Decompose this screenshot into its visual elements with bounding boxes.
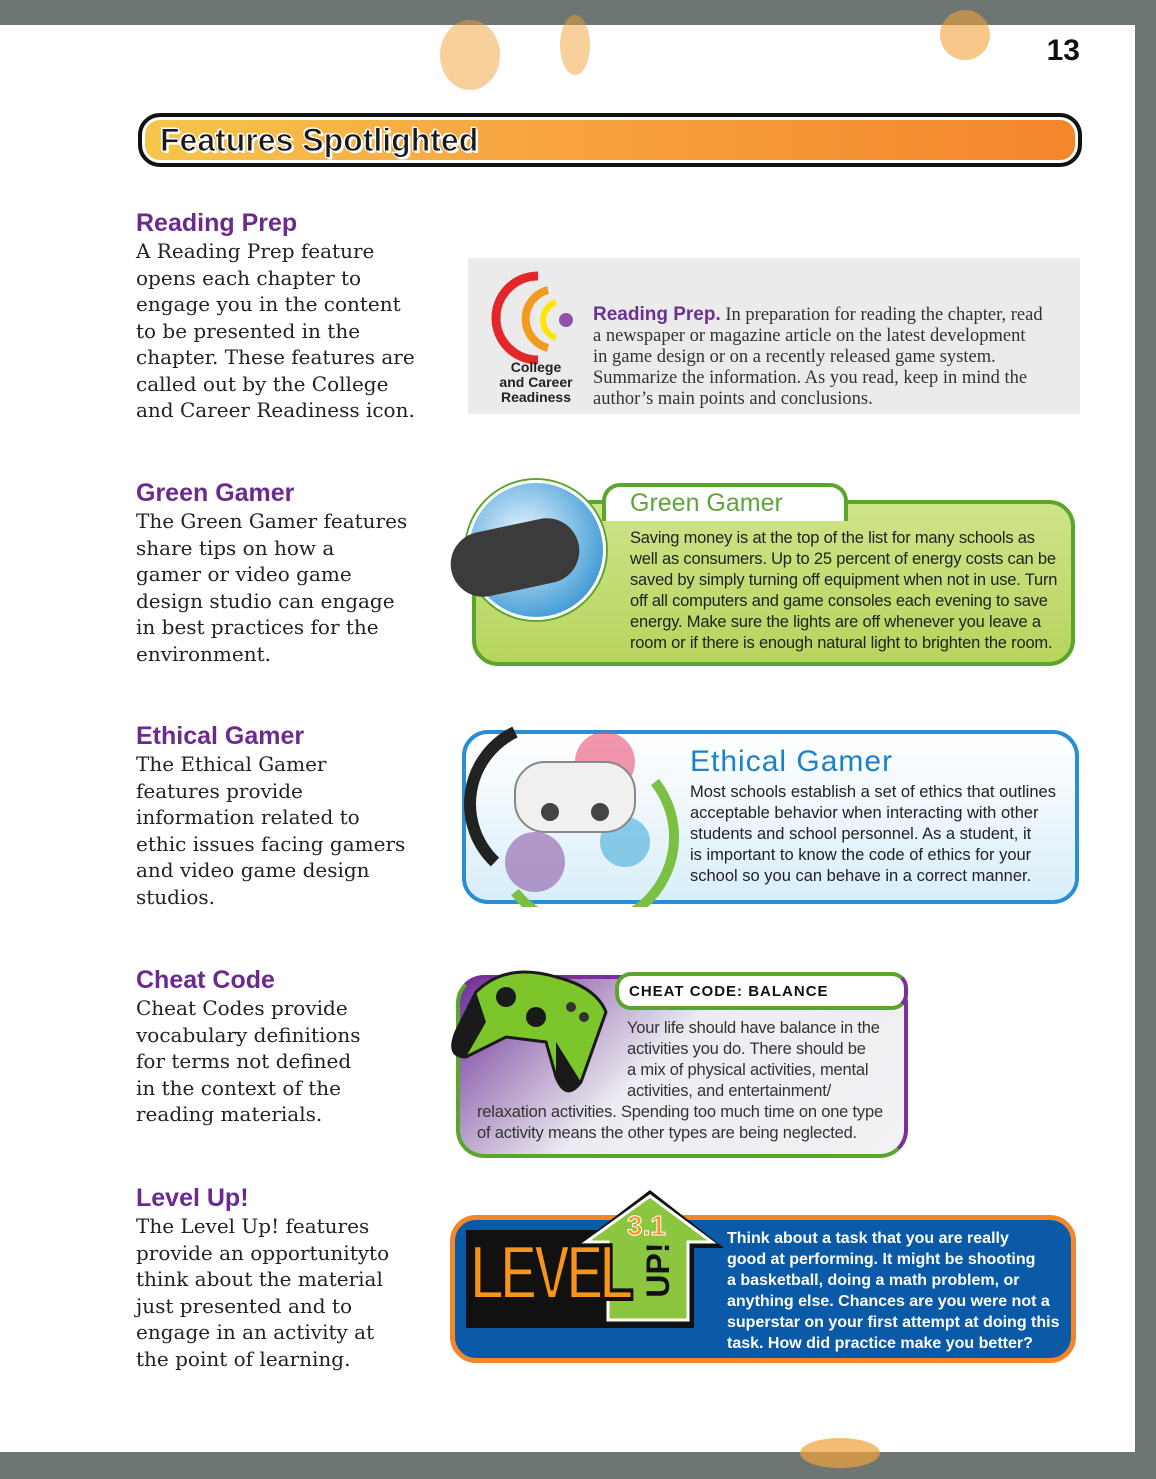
ethical-gamer-text: [690, 782, 1056, 887]
text-line: features provide: [136, 778, 303, 803]
cheat-code-text: [477, 1018, 883, 1144]
text-line: vocabulary definitions: [136, 1022, 361, 1047]
text-line: for terms not defined: [136, 1049, 352, 1073]
text-line: think about the material: [136, 1267, 383, 1291]
section-banner: [138, 113, 1082, 167]
reading-prep-example: [468, 258, 1080, 414]
text-line: in best practices for the: [136, 615, 379, 639]
section-body: [136, 1213, 426, 1372]
text-line: share tips on how a: [136, 535, 335, 560]
text-line: is important to know the code of ethics for your: [690, 846, 1032, 864]
section-ethical-gamer: [136, 721, 426, 910]
text-line: just presented and to: [136, 1293, 352, 1318]
text-line: opens each chapter to: [136, 265, 362, 290]
text-line: room or if there is enough natural light to brighten the room.: [630, 634, 1053, 652]
text-line: A Reading Prep feature: [136, 239, 375, 263]
section-heading: Level Up!: [136, 1184, 249, 1212]
section-body: [136, 751, 426, 910]
text-line: called out by the College: [136, 371, 389, 396]
green-gamer-title: Green Gamer: [630, 489, 783, 517]
level-up-number: 3.1: [627, 1210, 666, 1241]
text-line: activities you do. There should be: [627, 1040, 866, 1058]
text-line: to be presented in the: [136, 318, 361, 343]
text-line: The Green Gamer features: [136, 509, 408, 533]
section-body: [136, 238, 426, 424]
college-career-readiness-icon: [490, 268, 580, 368]
text-line: well as consumers. Up to 25 percent of energy costs can be: [630, 550, 1056, 568]
text-line: Readiness: [500, 389, 572, 405]
section-heading: Cheat Code: [136, 966, 275, 994]
text-line: and video game design: [136, 858, 370, 882]
section-level-up: [136, 1183, 426, 1372]
icon-label: [486, 360, 586, 405]
section-heading: Reading Prep: [136, 209, 298, 237]
page-number: 13: [1046, 34, 1080, 67]
text-line: Your life should have balance in the: [627, 1019, 880, 1037]
text-line: a newspaper or magazine article on the latest development: [593, 326, 1026, 346]
text-line: ethic issues facing gamers: [136, 831, 406, 856]
section-heading: Green Gamer: [136, 479, 295, 507]
text-line: Think about a task that you are really: [727, 1230, 1009, 1247]
text-line: superstar on your first attempt at doing this: [727, 1314, 1060, 1331]
section-green-gamer: [136, 478, 426, 667]
text-line: activities, and entertainment/: [627, 1082, 832, 1100]
text-line: In preparation for reading the chapter, read: [720, 305, 1043, 325]
text-line: The Ethical Gamer: [136, 752, 327, 776]
text-line: the point of learning.: [136, 1346, 351, 1371]
text-line: off all computers and game consoles each evening to save: [630, 592, 1048, 610]
section-body: [136, 508, 426, 667]
level-up-logo-level: LEVEL: [470, 1228, 630, 1316]
level-up-logo-up: UP!: [640, 1242, 676, 1298]
text-line: author’s main points and conclusions.: [593, 389, 873, 409]
lead-text: Reading Prep.: [593, 304, 721, 325]
section-reading-prep: [136, 208, 426, 424]
text-line: of activity means the other types are being neglected.: [477, 1124, 857, 1142]
text-line: a basketball, doing a math problem, or: [727, 1272, 1020, 1289]
text-line: students and school personnel. As a student, it: [690, 825, 1032, 843]
text-line: gamer or video game: [136, 562, 352, 586]
paint-splatter: [800, 1438, 880, 1468]
page-frame-bottom: [0, 1452, 1156, 1479]
text-line: The Level Up! features: [136, 1214, 370, 1238]
ethical-gamer-title: Ethical Gamer: [690, 745, 894, 778]
text-line: good at performing. It might be shooting: [727, 1251, 1036, 1268]
text-line: in game design or on a recently released game system.: [593, 347, 996, 367]
text-line: studios.: [136, 884, 216, 909]
text-line: energy. Make sure the lights are off whenever you leave a: [630, 613, 1041, 631]
text-line: and Career Readiness icon.: [136, 398, 415, 422]
text-line: design studio can engage: [136, 588, 395, 613]
text-line: Summarize the information. As you read, keep in mind the: [593, 368, 1028, 388]
text-line: reading materials.: [136, 1102, 323, 1126]
text-line: provide an opportunityto: [136, 1240, 390, 1265]
text-line: and Career: [499, 374, 573, 390]
text-line: relaxation activities. Spending too much time on one type: [477, 1103, 883, 1121]
text-line: acceptable behavior when interacting with other: [690, 804, 1039, 822]
text-line: environment.: [136, 641, 271, 666]
section-heading: Ethical Gamer: [136, 722, 305, 750]
cheat-code-title: CHEAT CODE: BALANCE: [629, 983, 829, 1000]
text-line: Cheat Codes provide: [136, 996, 348, 1020]
level-up-text: [727, 1228, 1059, 1354]
text-line: task. How did practice make you better?: [727, 1335, 1033, 1352]
text-line: a mix of physical activities, mental: [627, 1061, 869, 1079]
reading-prep-text: [593, 304, 1043, 410]
text-line: engage in an activity at: [136, 1320, 375, 1344]
text-line: school so you can behave in a correct manner.: [690, 867, 1032, 885]
text-line: Saving money is at the top of the list for many schools as: [630, 529, 1035, 547]
text-line: College: [510, 359, 562, 375]
section-cheat-code: [136, 965, 426, 1128]
text-line: engage you in the content: [136, 292, 401, 316]
ethical-gamer-controller-art: [455, 722, 685, 907]
paint-splatter: [440, 20, 500, 90]
text-line: information related to: [136, 805, 360, 829]
paint-splatter: [560, 15, 590, 75]
green-gamer-text: [630, 528, 1057, 654]
text-line: in the context of the: [136, 1075, 341, 1100]
text-line: Most schools establish a set of ethics that outlines: [690, 783, 1056, 801]
text-line: anything else. Chances are you were not a: [727, 1293, 1050, 1310]
paint-splatter: [940, 10, 990, 60]
banner-title: Features Spotlighted: [160, 122, 479, 158]
text-line: saved by simply turning off equipment when not in use. Turn: [630, 571, 1058, 589]
page-frame-right: [1135, 0, 1156, 1479]
text-line: chapter. These features are: [136, 345, 415, 369]
section-body: [136, 995, 426, 1128]
